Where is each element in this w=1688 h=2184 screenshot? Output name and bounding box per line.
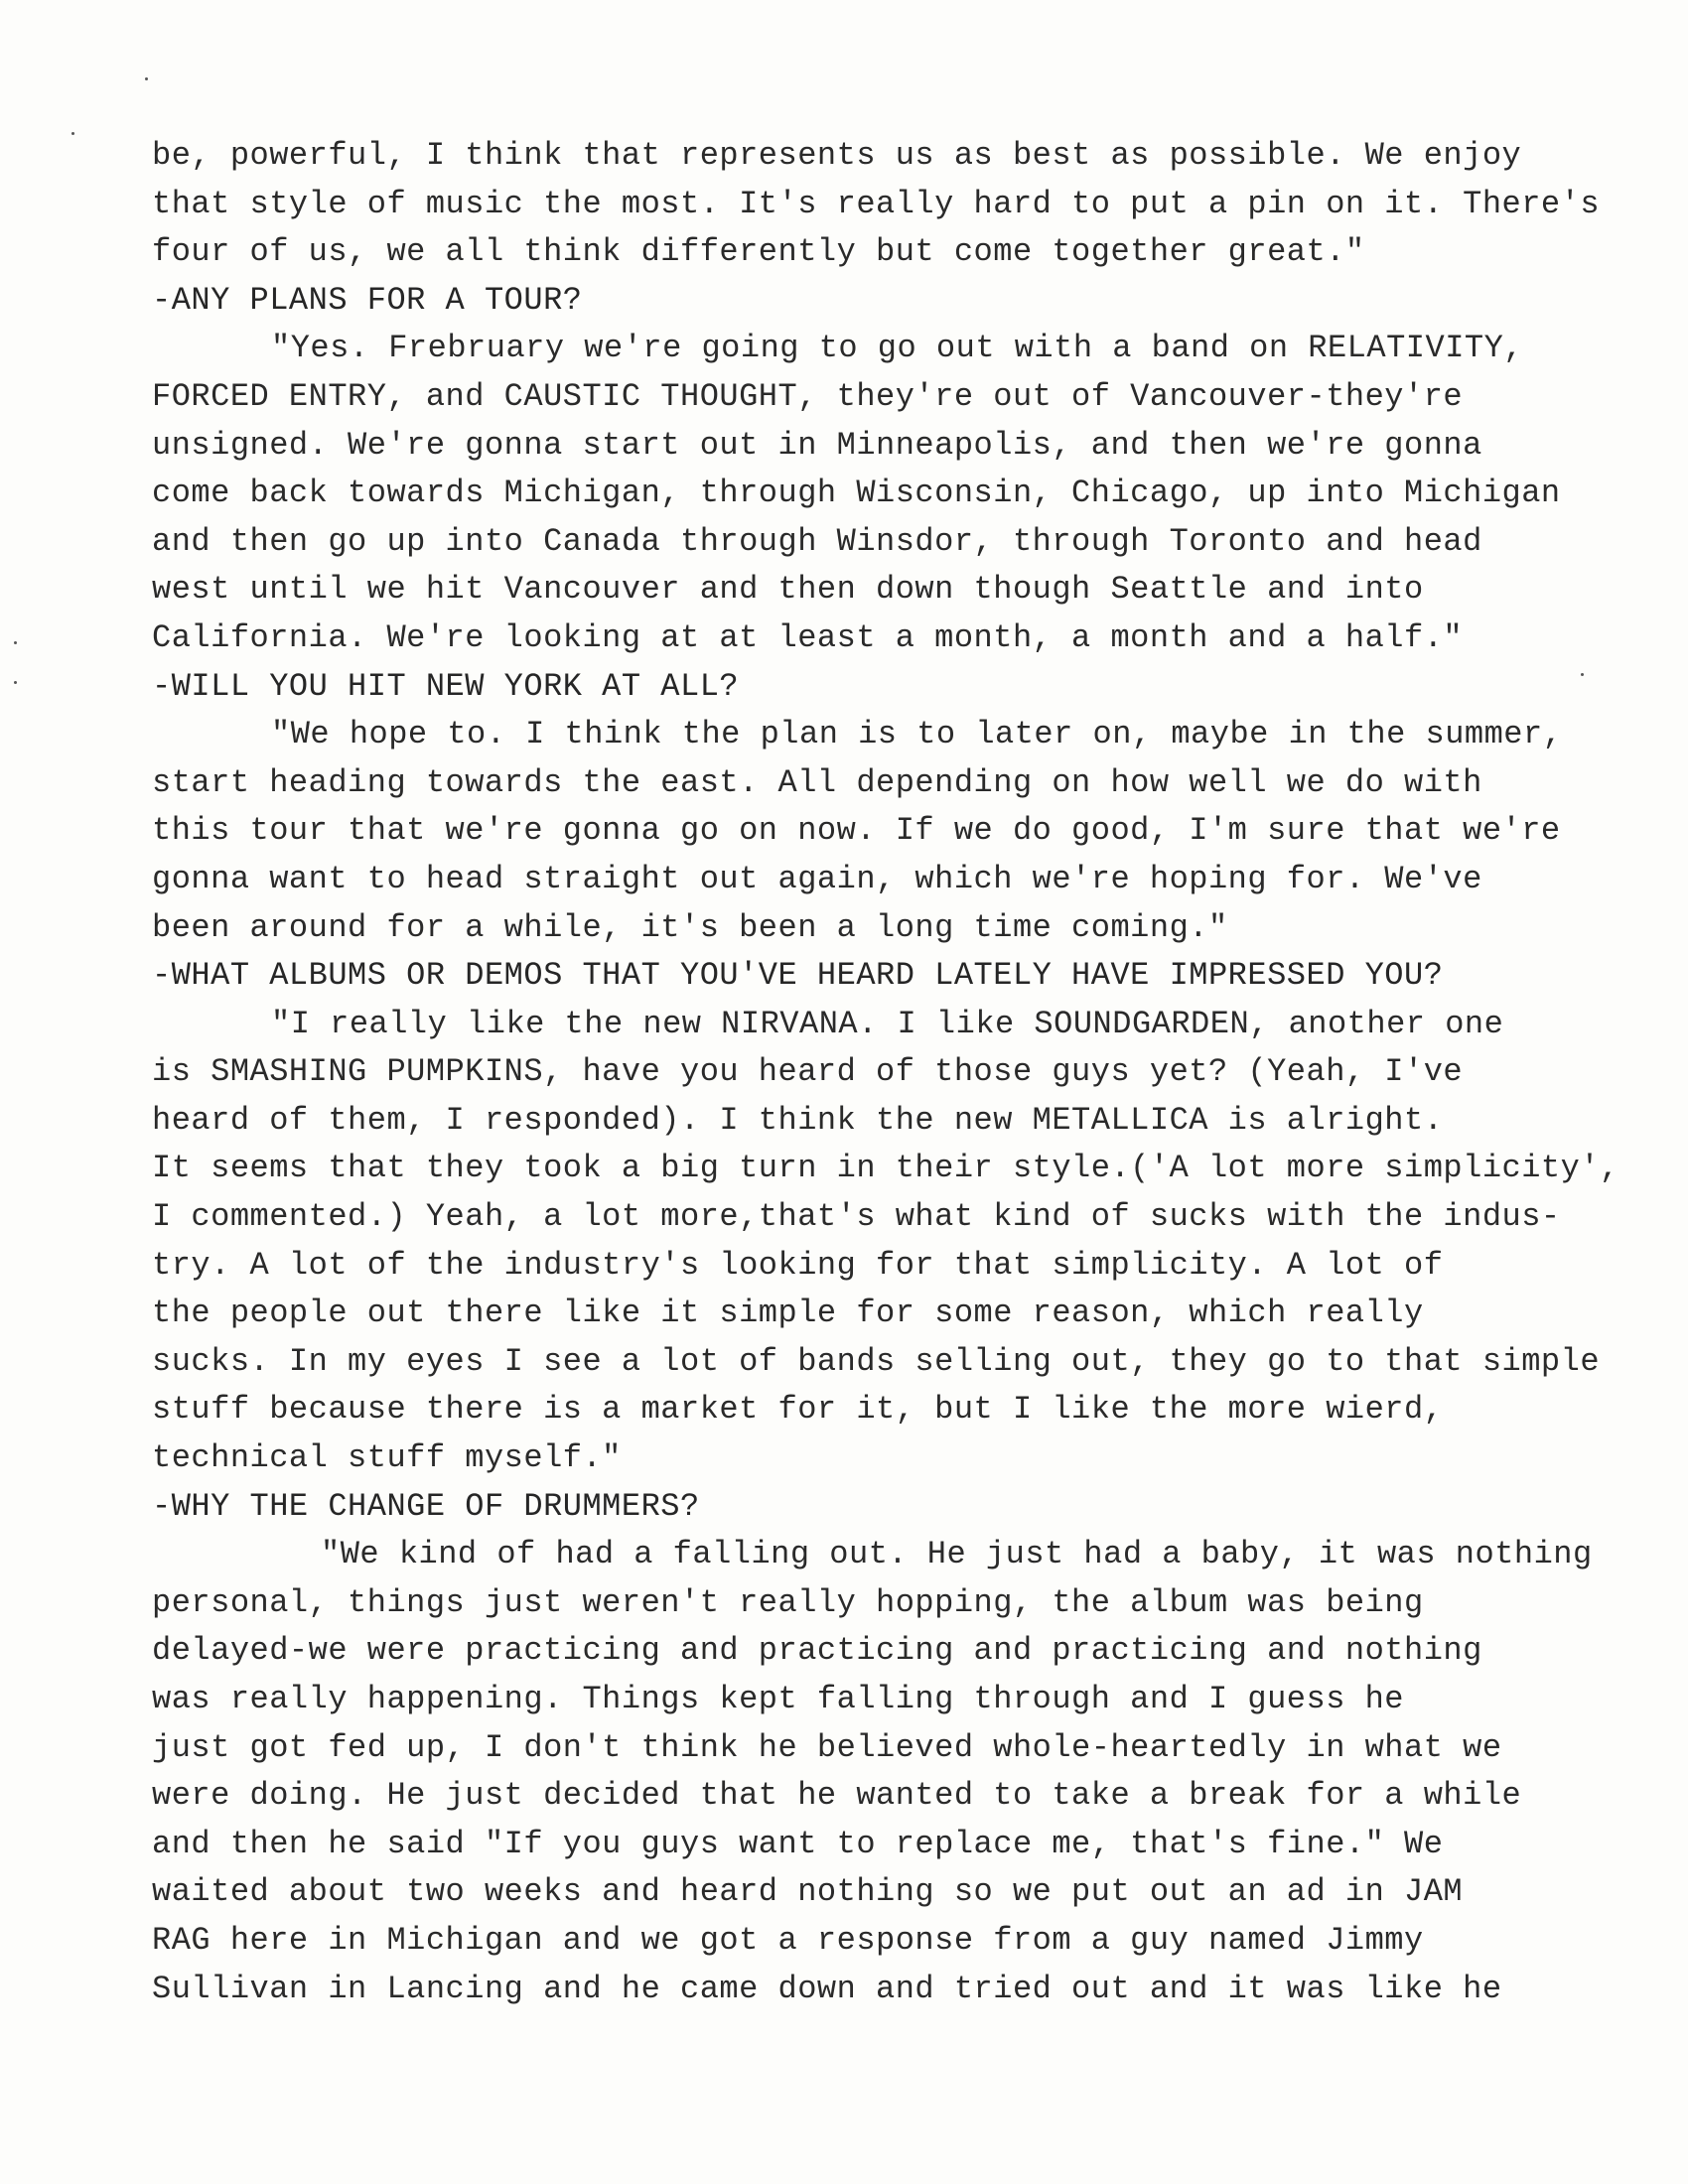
answer-line: It seems that they took a big turn in their style.('A lot more simplicity', (152, 1150, 1619, 1187)
paper-speck (14, 681, 17, 684)
answer-line: is SMASHING PUMPKINS, have you heard of those guys yet? (Yeah, I've (152, 1053, 1464, 1091)
answer-line: gonna want to head straight out again, which we're hoping for. We've (152, 860, 1482, 897)
answer-line: "We kind of had a falling out. He just had a baby, it was nothing (321, 1536, 1593, 1573)
answer-line: "We hope to. I think the plan is to later on, maybe in the summer, (271, 716, 1563, 753)
answer-line: stuff because there is a market for it, but I like the more wierd, (152, 1391, 1444, 1429)
answer-line: personal, things just weren't really hopping, the album was being (152, 1583, 1424, 1621)
interview-text (152, 132, 1641, 2013)
answer-line: been around for a while, it's been a long time coming." (152, 908, 1228, 946)
answer-line: try. A lot of the industry's looking for that simplicity. A lot of (152, 1246, 1444, 1284)
interview-question: -WHY THE CHANGE OF DRUMMERS? (152, 1487, 700, 1525)
answer-line: just got fed up, I don't think he believed whole-heartedly in what we (152, 1728, 1502, 1766)
paper-speck (71, 132, 74, 135)
answer-line: FORCED ENTRY, and CAUSTIC THOUGHT, they're out of Vancouver-they're (152, 377, 1464, 415)
interview-question: -WHAT ALBUMS OR DEMOS THAT YOU'VE HEARD LATELY HAVE IMPRESSED YOU? (152, 957, 1444, 995)
answer-line: were doing. He just decided that he wanted to take a break for a while (152, 1777, 1522, 1815)
answer-line: come back towards Michigan, through Wisconsin, Chicago, up into Michigan (152, 475, 1561, 512)
answer-line: waited about two weeks and heard nothing so we put out an ad in JAM (152, 1873, 1464, 1911)
interview-question: -WILL YOU HIT NEW YORK AT ALL? (152, 667, 740, 705)
answer-line: sucks. In my eyes I see a lot of bands selling out, they go to that simple (152, 1342, 1601, 1380)
answer-line: that style of music the most. It's really hard to put a pin on it. There's (152, 185, 1601, 222)
answer-line: delayed-we were practicing and practicing and practicing and nothing (152, 1632, 1482, 1670)
answer-line: "Yes. Frebruary we're going to go out with a band on RELATIVITY, (271, 330, 1523, 367)
answer-line: be, powerful, I think that represents us as best as possible. We enjoy (152, 137, 1522, 174)
answer-line: RAG here in Michigan and we got a response from a guy named Jimmy (152, 1921, 1424, 1959)
answer-line: the people out there like it simple for some reason, which really (152, 1295, 1424, 1332)
answer-line: I commented.) Yeah, a lot more,that's what kind of sucks with the indus- (152, 1198, 1561, 1236)
answer-line: unsigned. We're gonna start out in Minneapolis, and then we're gonna (152, 426, 1482, 464)
answer-line: this tour that we're gonna go on now. If we do good, I'm sure that we're (152, 812, 1561, 850)
interview-question: -ANY PLANS FOR A TOUR? (152, 281, 583, 319)
answer-line: four of us, we all think differently but come together great." (152, 233, 1365, 271)
answer-line: technical stuff myself." (152, 1439, 622, 1477)
answer-line: and then go up into Canada through Winsdor, through Toronto and head (152, 522, 1482, 560)
answer-line: Sullivan in Lancing and he came down and tried out and it was like he (152, 1970, 1502, 2007)
paper-speck (14, 641, 17, 644)
answer-line: west until we hit Vancouver and then down though Seattle and into (152, 571, 1424, 609)
answer-line: was really happening. Things kept falling through and I guess he (152, 1681, 1404, 1717)
answer-line: and then he said "If you guys want to replace me, that's fine." We (152, 1825, 1444, 1862)
answer-line: California. We're looking at at least a month, a month and a half." (152, 618, 1464, 656)
answer-line: "I really like the new NIRVANA. I like SOUNDGARDEN, another one (271, 1005, 1504, 1042)
answer-line: start heading towards the east. All depending on how well we do with (152, 763, 1482, 801)
paper-speck (145, 77, 148, 80)
answer-line: heard of them, I responded). I think the new METALLICA is alright. (152, 1101, 1444, 1139)
